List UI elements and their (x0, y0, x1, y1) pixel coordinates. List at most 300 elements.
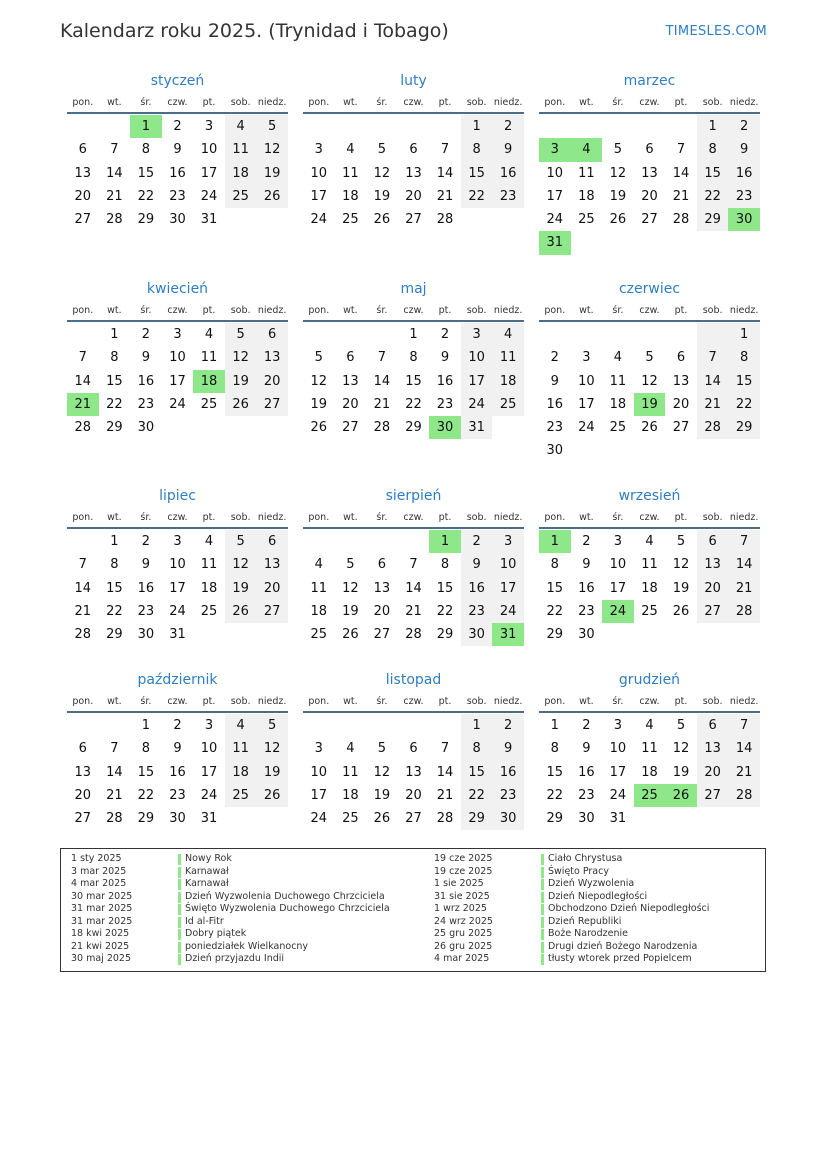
day-cell: 12 (310, 373, 328, 389)
day-cell: 7 (377, 350, 387, 366)
weekday-label: pon. (308, 696, 330, 707)
day-cell: 28 (728, 784, 760, 807)
day-cell: 23 (137, 396, 155, 412)
weekday-header (539, 693, 760, 713)
empty-day-cell (665, 323, 697, 346)
day-cell: 1 (141, 718, 151, 733)
month-block (303, 72, 524, 231)
day-cell: 28 (405, 627, 422, 643)
day-cell: 19 (310, 396, 328, 412)
day-cell: 27 (74, 811, 92, 827)
day-cell: 30 (578, 627, 595, 643)
day-cell: 28 (74, 420, 92, 436)
day-cell: 7 (78, 557, 87, 573)
day-cell: 13 (641, 165, 658, 181)
empty-day-cell (335, 714, 367, 737)
weekday-label: niedz. (493, 512, 523, 523)
day-cell: 23 (169, 787, 186, 803)
day-cell: 17 (609, 764, 627, 780)
day-cell: 29 (697, 208, 729, 231)
day-cell: 25 (492, 393, 524, 416)
day-cell: 2 (492, 714, 524, 737)
holiday-name: Id al-Fitr (185, 915, 224, 927)
day-cell: 11 (641, 741, 658, 757)
holiday-marker (541, 854, 544, 865)
weekday-label: pt. (674, 97, 688, 108)
day-cell: 25 (225, 185, 257, 208)
weekday-label: wt. (107, 97, 122, 108)
day-cell: 20 (256, 370, 288, 393)
weekday-label: sob. (230, 512, 251, 523)
day-cell: 19 (672, 580, 690, 596)
month-name: maj (400, 281, 427, 297)
weekday-header (67, 509, 288, 529)
day-cell: 15 (137, 764, 155, 780)
weekday-label: sob. (230, 97, 251, 108)
empty-day-cell (398, 115, 430, 138)
weekday-label: pon. (308, 97, 330, 108)
day-cell: 11 (578, 165, 595, 181)
holiday-name: Dzień przyjazdu Indii (185, 953, 285, 964)
day-cell: 11 (225, 138, 257, 161)
day-cell: 14 (697, 370, 729, 393)
holiday-day-cell: 30 (728, 208, 760, 231)
day-cell: 11 (200, 350, 218, 366)
day-cell: 26 (672, 603, 690, 619)
month-block (539, 72, 760, 255)
holiday-day-cell: 21 (67, 393, 99, 416)
day-cell: 18 (225, 761, 257, 784)
weekday-label: pt. (674, 512, 688, 523)
holiday-day-cell: 31 (492, 623, 524, 646)
weekday-label: śr. (376, 696, 388, 707)
weekday-label: sob. (466, 696, 487, 707)
day-cell: 9 (173, 741, 182, 757)
holiday-name: Dzień Wyzwolenia Duchowego Chrzciciela (185, 890, 385, 902)
day-cell: 31 (461, 416, 493, 439)
day-cell: 14 (436, 165, 454, 181)
day-cell: 30 (137, 627, 155, 643)
day-cell: 24 (169, 603, 186, 619)
day-cell: 3 (204, 119, 214, 134)
holiday-date: 1 sty 2025 (71, 853, 122, 864)
day-cell: 17 (546, 188, 564, 204)
weekday-label: czw. (639, 97, 660, 108)
day-cell: 21 (728, 577, 760, 600)
day-cell: 11 (342, 764, 359, 780)
holiday-marker (541, 954, 544, 965)
day-cell: 4 (645, 718, 654, 733)
month-name: sierpień (385, 488, 442, 504)
day-cell: 5 (346, 557, 355, 573)
weekday-header (539, 509, 760, 529)
day-cell: 19 (256, 162, 288, 185)
weekday-label: pon. (308, 512, 330, 523)
holiday-marker (178, 954, 181, 965)
empty-day-cell (303, 530, 335, 553)
month-block (67, 72, 288, 231)
day-cell: 8 (141, 142, 151, 158)
day-cell: 21 (436, 787, 454, 803)
day-cell: 22 (546, 787, 564, 803)
day-cell: 24 (492, 600, 524, 623)
day-cell: 22 (436, 603, 454, 619)
day-cell: 28 (697, 416, 729, 439)
day-cell: 7 (728, 714, 760, 737)
day-cell: 27 (256, 393, 288, 416)
weekday-label: pt. (438, 305, 452, 316)
day-cell: 18 (641, 580, 658, 596)
month-block (303, 280, 524, 439)
day-cell: 1 (728, 323, 760, 346)
weekday-header (303, 509, 524, 529)
day-cell: 15 (546, 764, 564, 780)
month-name: październik (137, 672, 218, 688)
day-cell: 10 (200, 142, 218, 158)
day-cell: 20 (405, 787, 422, 803)
day-cell: 29 (728, 416, 760, 439)
day-cell: 27 (342, 420, 359, 436)
day-cell: 17 (169, 373, 186, 389)
weekday-label: wt. (343, 305, 358, 316)
day-cell: 5 (256, 115, 288, 138)
holiday-name: Święto Pracy (548, 865, 609, 877)
day-cell: 9 (440, 350, 450, 366)
day-cell: 12 (609, 165, 627, 181)
day-cell: 30 (169, 212, 186, 228)
day-cell: 19 (373, 787, 391, 803)
day-cell: 23 (492, 185, 524, 208)
day-cell: 23 (578, 787, 595, 803)
empty-day-cell (697, 323, 729, 346)
day-cell: 2 (173, 119, 182, 134)
weekday-label: śr. (140, 696, 152, 707)
day-cell: 21 (74, 603, 92, 619)
empty-day-cell (429, 714, 461, 737)
weekday-header (539, 94, 760, 114)
day-cell: 30 (578, 811, 595, 827)
day-grid (67, 115, 288, 231)
holiday-date: 19 cze 2025 (434, 853, 493, 864)
weekday-label: śr. (612, 97, 624, 108)
day-cell: 5 (377, 741, 387, 757)
day-cell: 22 (461, 185, 493, 208)
day-cell: 29 (461, 807, 493, 830)
holiday-name: Dzień Wyzwolenia (548, 878, 635, 889)
weekday-label: pon. (72, 696, 94, 707)
empty-day-cell (634, 323, 666, 346)
day-cell: 18 (225, 162, 257, 185)
day-cell: 3 (613, 534, 623, 549)
day-cell: 20 (256, 577, 288, 600)
empty-day-cell (602, 115, 634, 138)
month-block (67, 671, 288, 830)
day-cell: 15 (546, 580, 564, 596)
holiday-date: 25 gru 2025 (434, 928, 493, 939)
day-cell: 16 (137, 373, 155, 389)
day-cell: 16 (169, 764, 186, 780)
weekday-label: czw. (403, 696, 424, 707)
weekday-label: czw. (167, 305, 188, 316)
weekday-label: pt. (438, 97, 452, 108)
day-cell: 26 (373, 811, 391, 827)
day-cell: 18 (342, 188, 359, 204)
day-cell: 8 (110, 350, 119, 366)
day-cell: 14 (728, 737, 760, 760)
weekday-label: wt. (343, 512, 358, 523)
day-cell: 28 (106, 811, 123, 827)
day-cell: 21 (405, 603, 422, 619)
weekday-label: niedz. (729, 512, 759, 523)
day-cell: 8 (461, 138, 493, 161)
weekday-label: czw. (167, 696, 188, 707)
empty-day-cell (67, 714, 99, 737)
day-cell: 21 (373, 396, 391, 412)
day-cell: 17 (492, 577, 524, 600)
day-cell: 14 (728, 553, 760, 576)
month-block (539, 487, 760, 646)
day-cell: 24 (609, 787, 627, 803)
holiday-day-cell: 30 (429, 416, 461, 439)
day-cell: 7 (697, 346, 729, 369)
day-cell: 5 (314, 350, 323, 366)
weekday-label: pt. (674, 305, 688, 316)
holiday-date: 3 mar 2025 (71, 865, 127, 877)
day-cell: 4 (225, 714, 257, 737)
weekday-header (67, 693, 288, 713)
day-cell: 2 (492, 115, 524, 138)
brand-link[interactable]: TIMESLES.COM (665, 24, 767, 39)
holiday-date: 1 sie 2025 (434, 878, 484, 889)
empty-day-cell (99, 115, 131, 138)
day-cell: 3 (204, 718, 214, 733)
day-cell: 16 (492, 761, 524, 784)
day-cell: 27 (672, 420, 690, 436)
day-cell: 24 (169, 396, 186, 412)
day-cell: 12 (373, 764, 391, 780)
holiday-date: 30 maj 2025 (71, 953, 132, 964)
day-cell: 28 (373, 420, 391, 436)
day-cell: 7 (110, 142, 119, 158)
day-cell: 19 (256, 761, 288, 784)
day-cell: 23 (137, 603, 155, 619)
day-cell: 1 (110, 327, 119, 342)
holiday-date: 18 kwi 2025 (71, 928, 130, 939)
day-cell: 28 (436, 811, 454, 827)
holiday-name: Drugi dzień Bożego Narodzenia (548, 940, 698, 952)
day-cell: 10 (578, 373, 595, 389)
weekday-label: niedz. (257, 696, 287, 707)
day-cell: 11 (492, 346, 524, 369)
page-title: Kalendarz roku 2025. (Trynidad i Tobago) (60, 20, 449, 42)
weekday-label: czw. (403, 512, 424, 523)
holiday-marker (541, 879, 544, 890)
weekday-label: wt. (343, 696, 358, 707)
day-cell: 7 (440, 142, 450, 158)
day-cell: 4 (225, 115, 257, 138)
holiday-date: 31 sie 2025 (434, 890, 490, 902)
day-cell: 21 (106, 787, 123, 803)
holiday-marker (541, 904, 544, 915)
day-cell: 12 (672, 741, 690, 757)
day-grid (303, 530, 524, 646)
day-cell: 5 (676, 534, 686, 549)
holiday-marker (541, 942, 544, 953)
day-cell: 7 (409, 557, 418, 573)
day-cell: 8 (141, 741, 151, 757)
empty-day-cell (398, 530, 430, 553)
day-cell: 6 (697, 530, 729, 553)
holiday-name: Nowy Rok (185, 853, 232, 864)
weekday-label: czw. (167, 512, 188, 523)
weekday-label: niedz. (493, 696, 523, 707)
day-cell: 26 (342, 627, 359, 643)
day-cell: 31 (200, 811, 218, 827)
month-name: grudzień (618, 672, 681, 688)
holiday-day-cell: 31 (539, 231, 571, 254)
month-name: lipiec (159, 488, 196, 504)
day-cell: 27 (256, 600, 288, 623)
day-cell: 6 (409, 142, 418, 158)
day-cell: 1 (550, 718, 559, 733)
empty-day-cell (602, 323, 634, 346)
weekday-header (67, 94, 288, 114)
day-cell: 26 (609, 212, 627, 228)
day-cell: 3 (314, 741, 323, 757)
holiday-marker (178, 892, 181, 903)
day-cell: 25 (342, 811, 359, 827)
day-cell: 3 (492, 530, 524, 553)
day-cell: 20 (641, 188, 658, 204)
day-cell: 8 (697, 138, 729, 161)
weekday-header (303, 302, 524, 322)
day-cell: 12 (641, 373, 658, 389)
holiday-marker (178, 854, 181, 865)
day-cell: 19 (672, 764, 690, 780)
empty-day-cell (335, 530, 367, 553)
day-cell: 22 (106, 603, 123, 619)
weekday-label: pt. (202, 305, 216, 316)
day-cell: 6 (697, 714, 729, 737)
day-cell: 18 (641, 764, 658, 780)
weekday-header (67, 302, 288, 322)
day-cell: 15 (728, 370, 760, 393)
day-cell: 2 (141, 534, 151, 549)
day-cell: 22 (546, 603, 564, 619)
day-cell: 14 (405, 580, 422, 596)
day-cell: 22 (137, 787, 155, 803)
holiday-date: 31 mar 2025 (71, 903, 133, 914)
weekday-label: sob. (466, 97, 487, 108)
day-cell: 19 (373, 188, 391, 204)
day-cell: 10 (609, 557, 627, 573)
day-cell: 4 (204, 327, 214, 342)
weekday-label: pt. (674, 696, 688, 707)
day-cell: 26 (256, 784, 288, 807)
day-cell: 17 (310, 188, 328, 204)
day-cell: 20 (697, 577, 729, 600)
day-cell: 8 (550, 741, 559, 757)
day-cell: 9 (582, 741, 591, 757)
holiday-name: Ciało Chrystusa (548, 853, 623, 864)
day-cell: 29 (106, 420, 123, 436)
day-cell: 4 (613, 350, 623, 366)
day-cell: 25 (578, 212, 595, 228)
empty-day-cell (335, 323, 367, 346)
weekday-label: niedz. (493, 305, 523, 316)
day-cell: 16 (461, 577, 493, 600)
day-cell: 4 (645, 534, 654, 549)
empty-day-cell (634, 115, 666, 138)
holiday-name: Boże Narodzenie (548, 928, 628, 939)
day-cell: 19 (609, 188, 627, 204)
day-cell: 10 (310, 165, 328, 181)
day-cell: 31 (609, 811, 627, 827)
empty-day-cell (366, 115, 398, 138)
day-cell: 17 (578, 396, 595, 412)
weekday-label: sob. (230, 696, 251, 707)
day-cell: 23 (492, 784, 524, 807)
day-cell: 18 (342, 787, 359, 803)
weekday-label: sob. (466, 512, 487, 523)
empty-day-cell (366, 323, 398, 346)
day-cell: 3 (173, 327, 182, 342)
weekday-label: pt. (202, 97, 216, 108)
holiday-date: 19 cze 2025 (434, 865, 493, 877)
day-cell: 14 (373, 373, 391, 389)
weekday-header (539, 302, 760, 322)
empty-day-cell (67, 323, 99, 346)
holiday-marker (178, 867, 181, 878)
day-cell: 14 (672, 165, 690, 181)
empty-day-cell (335, 115, 367, 138)
holiday-day-cell: 3 (539, 138, 571, 161)
day-cell: 5 (377, 142, 387, 158)
day-cell: 13 (697, 553, 729, 576)
day-cell: 28 (74, 627, 92, 643)
day-cell: 24 (461, 393, 493, 416)
day-cell: 25 (641, 603, 658, 619)
day-grid (539, 115, 760, 255)
day-cell: 6 (256, 323, 288, 346)
day-cell: 29 (405, 420, 422, 436)
empty-day-cell (665, 115, 697, 138)
day-cell: 21 (728, 761, 760, 784)
empty-day-cell (67, 115, 99, 138)
day-cell: 23 (728, 185, 760, 208)
day-cell: 3 (582, 350, 591, 366)
month-block (303, 671, 524, 830)
day-cell: 20 (672, 396, 690, 412)
day-cell: 13 (697, 737, 729, 760)
weekday-label: pon. (308, 305, 330, 316)
day-cell: 31 (200, 212, 218, 228)
day-cell: 12 (225, 553, 257, 576)
day-cell: 21 (697, 393, 729, 416)
weekday-label: pon. (544, 512, 566, 523)
holiday-name: Obchodzono Dzień Niepodległości (548, 903, 710, 914)
day-cell: 9 (173, 142, 182, 158)
day-grid (67, 530, 288, 646)
weekday-label: pon. (544, 305, 566, 316)
day-cell: 22 (137, 188, 155, 204)
weekday-label: śr. (612, 305, 624, 316)
weekday-label: czw. (403, 305, 424, 316)
day-cell: 4 (492, 323, 524, 346)
day-cell: 30 (169, 811, 186, 827)
day-cell: 2 (582, 534, 591, 549)
empty-day-cell (303, 115, 335, 138)
